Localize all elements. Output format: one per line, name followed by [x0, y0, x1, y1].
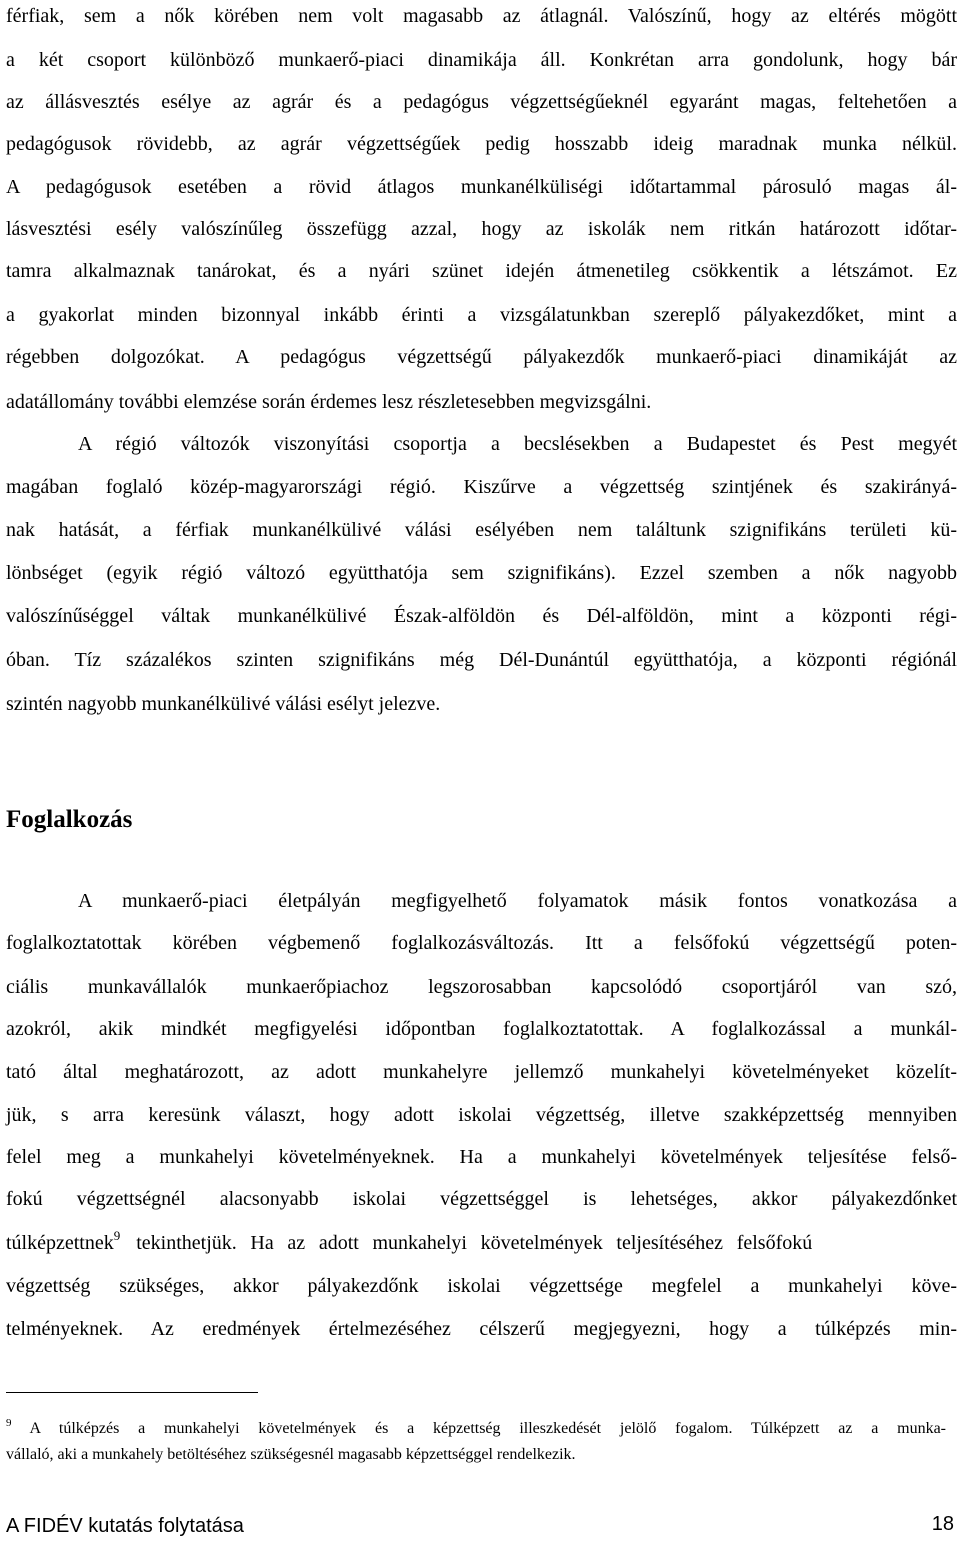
text-line: adatállomány további elemzése során érdemes lesz részletesebben megvizsgálni. — [6, 391, 652, 413]
footnote-number: 9 — [6, 1417, 12, 1429]
text-line: fokú végzettségnél alacsonyabb iskolai végzettséggel is lehetséges, akkor pályakezdőnket — [6, 1188, 957, 1210]
text-line: lönbséget (egyik régió változó együtthatója sem szignifikáns). Ezzel szemben a nők nagyobb — [6, 562, 957, 584]
text-line: foglalkoztatottak körében végbemenő foglalkozásváltozás. Itt a felsőfokú végzettségű poten- — [6, 932, 957, 954]
text-line: valószínűséggel váltak munkanélkülivé Észak-alföldön és Dél-alföldön, mint a központi régi- — [6, 605, 957, 627]
text-line: ciális munkavállalók munkaerőpiachoz legszorosabban kapcsolódó csoportjáról van szó, — [6, 976, 957, 998]
text-line: férfiak, sem a nők körében nem volt magasabb az átlagnál. Valószínű, hogy az eltérés mögött — [6, 5, 957, 27]
text-line-with-footnote — [6, 1230, 957, 1256]
text-line: nak hatását, a férfiak munkanélkülivé válási esélyében nem találtunk szignifikáns területi kü- — [6, 519, 957, 541]
footnote-reference[interactable]: 9 — [113, 1228, 121, 1243]
section-heading: Foglalkozás — [6, 806, 133, 833]
text-line: A pedagógusok esetében a rövid átlagos munkanélküliségi időtartammal párosuló magas ál- — [6, 176, 957, 198]
text-line: A munkaerő-piaci életpályán megfigyelhető folyamatok másik fontos vonatkozása a — [78, 890, 957, 912]
page-number: 18 — [931, 1513, 954, 1535]
text-line: tató által meghatározott, az adott munkahelyre jellemző munkahelyi követelményeket közelít- — [6, 1061, 957, 1083]
text-line: telményeknek. Az eredmények értelmezéséhez célszerű megjegyezni, hogy a túlképzés min- — [6, 1318, 957, 1340]
text-line: magában foglaló közép-magyarországi régió. Kiszűrve a végzettség szintjének és szakirányá- — [6, 476, 957, 498]
text-line: tamra alkalmaznak tanárokat, és a nyári szünet idején átmenetileg csökkentik a létszámot. Ez — [6, 260, 957, 282]
text-line: jük, s arra keresünk választ, hogy adott iskolai végzettség, illetve szakképzettség mennyiben — [6, 1104, 957, 1126]
text-line: lásvesztési esély valószínűleg összefügg azzal, hogy az iskolák nem ritkán határozott időtar- — [6, 218, 957, 240]
footnote-separator — [6, 1392, 258, 1393]
text-line: végzettség szükséges, akkor pályakezdőnk iskolai végzettsége megfelel a munkahelyi köve- — [6, 1275, 957, 1297]
text-line: régebben dolgozókat. A pedagógus végzettségű pályakezdők munkaerő-piaci dinamikáját az — [6, 346, 957, 368]
text-segment: túlképzettnek — [6, 1232, 114, 1254]
text-line: a gyakorlat minden bizonnyal inkább érinti a vizsgálatunkban szereplő pályakezdőket, mint a — [6, 304, 957, 326]
text-line: szintén nagyobb munkanélkülivé válási esélyt jelezve. — [6, 693, 441, 715]
text-segment: tekinthetjük. Ha az adott munkahelyi követelmények teljesítéséhez felsőfokú — [136, 1232, 813, 1254]
text-line: pedagógusok rövidebb, az agrár végzettségűek pedig hosszabb ideig maradnak munka nélkül. — [6, 133, 957, 155]
footnote-line — [6, 1419, 946, 1439]
footnote-line: vállaló, aki a munkahely betöltéséhez szükségesnél magasabb képzettséggel rendelkezik. — [6, 1446, 576, 1463]
text-line: az állásvesztés esélye az agrár és a pedagógus végzettségűeknél egyaránt magas, feltehetően a — [6, 91, 957, 113]
text-line: felel meg a munkahelyi követelményeknek. Ha a munkahelyi követelmények teljesítése felső- — [6, 1146, 957, 1168]
text-line: azokról, akik mindkét megfigyelési időpontban foglalkoztatottak. A foglalkozással a munkál- — [6, 1018, 957, 1040]
footer-title: A FIDÉV kutatás folytatása — [6, 1515, 244, 1537]
text-line: A régió változók viszonyítási csoportja a becslésekben a Budapestet és Pest megyét — [78, 433, 957, 455]
text-line: óban. Tíz százalékos szinten szignifikáns még Dél-Dunántúl együtthatója, a központi régiónál — [6, 649, 957, 671]
text-line: a két csoport különböző munkaerő-piaci dinamikája áll. Konkrétan arra gondolunk, hogy bár — [6, 49, 957, 71]
footnote-text: A túlképzés a munkahelyi követelmények és a képzettség illeszkedését jelölő fogalom. Túlképzett az a munka- — [29, 1420, 947, 1437]
